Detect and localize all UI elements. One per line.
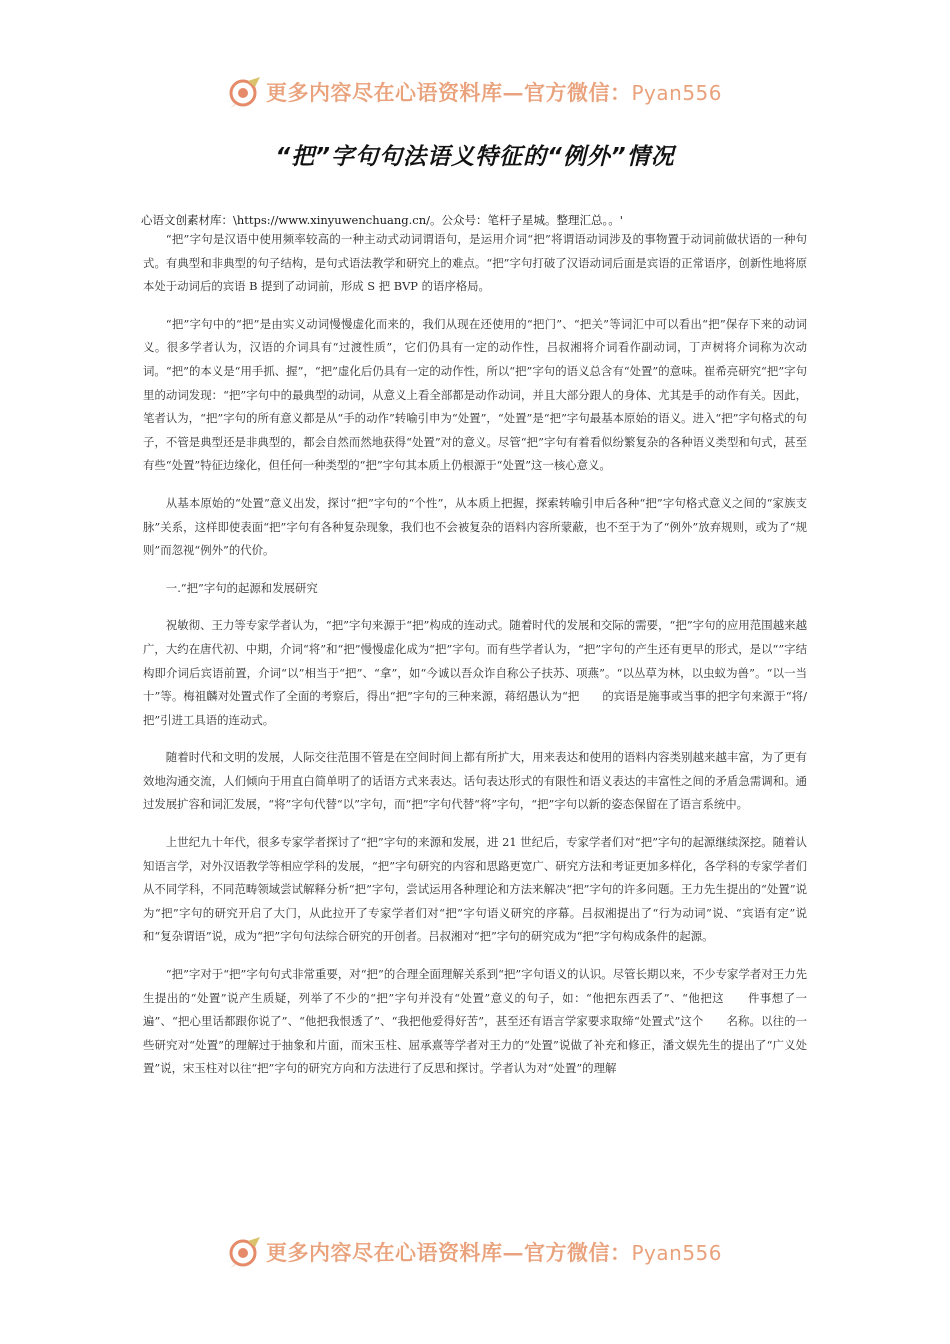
paragraph: 上世纪九十年代，很多专家学者探讨了“把”字句的来源和发展，进 21 世纪后，专家学者们对“把”字句的起源继续深挖。随着认知语言学，对外汉语教学等相应学科的发展，“把”字句研究的内容和思路更宽广、研究方法和考证更加多样化，各学科的专家学者们从不同学科，不同范畴领域尝试解释分析“把”字句，尝试运用各种理论和方法来解决“把”字句的许多问题。王力先生提出的“处置”说为“把”字句的研究开启了大门，从此拉开了专家学者们对“把”字句语义研究的序幕。吕叔湘提出了“行为动词”说、“宾语有定”说和“复杂谓语”说，成为“把”字句句法综合研究的开创者。吕叔湘对“把”字句的研究成为“把”字句构成条件的起源。: [143, 835, 807, 944]
logo-icon: [228, 1235, 262, 1269]
paragraph: 随着时代和文明的发展，人际交往范围不管是在空间时间上都有所扩大，用来表达和使用的语料内容类别越来越丰富，为了更有效地沟通交流，人们倾向于用直白简单明了的话语方式来表达。话句表达形式的有限性和语义表达的丰富性之间的矛盾急需调和。通过发展扩容和词汇发展，“将”字句代替“以”字句，而“把”字句代替“将”字句，“把”字句以新的姿态保留在了语言系统中。: [143, 750, 807, 812]
wechat-id: Pyan556: [631, 81, 722, 105]
wechat-id: Pyan556: [631, 1241, 722, 1265]
paragraph: 从基本原始的“处置”意义出发，探讨“把”字句的“个性”，从本质上把握，探索转喻引申后各种“把”字句格式意义之间的“家族支脉”关系，这样即使表面“把”字句有各种复杂现象，我们也不会被复杂的语料内容所蒙蔽，也不至于为了“例外”放弃规则，或为了“规则”而忽视“例外”的代价。: [143, 495, 807, 558]
banner-text: 更多内容尽在心语资料库—官方微信：Pyan556: [265, 1240, 722, 1265]
footer-banner: [0, 1232, 950, 1272]
paragraph: “把”字对于“把”字句句式非常重要，对“把”的合理全面理解关系到“把”字句语义的认识。尽管长期以来，不少专家学者对王力先生提出的“处置”说产生质疑，列举了不少的“把”字句并没有“处置”意义的句子，如：“他把东西丢了”、“他把这 件事想了一遍”、“把心里话都跟你说了”、“他把我恨透了”、“我把他爱得好苦”，甚至还有语言学家要求取缔“处置式”这个 名称。以往的一些研究对“处置”的理解过于抽象和片面，而宋玉柱、屈承熹等学者对王力的“处置”说做了补充和修正，潘文娱先生的提出了“广义处置”说，宋玉柱对以往“把”字句的研究方向和方法进行了反思和探讨。学者认为对“处置”的理解: [143, 967, 807, 1076]
document-title: “把”字句句法语义特征的“例外”情况: [275, 144, 675, 170]
banner-text: 更多内容尽在心语资料库—官方微信：Pyan556: [265, 80, 722, 105]
paragraph: “把”字句是汉语中使用频率较高的一种主动式动词谓语句，是运用介词“把”将谓语动词涉及的事物置于动词前做状语的一种句式。有典型和非典型的句子结构，是句式语法教学和研究上的难点。“把”字句打破了汉语动词后面是宾语的正常语序，创新性地将原本处于动词后的宾语 B 提到了动词前，形成 S 把 BVP 的语序格局。: [143, 232, 807, 294]
section-heading: 一.“把”字句的起源和发展研究: [165, 580, 318, 595]
paragraph: “把”字句中的“把”是由实义动词慢慢虚化而来的，我们从现在还使用的“把门”、“把关”等词汇中可以看出“把”保存下来的动词义。很多学者认为，汉语的介词具有“过渡性质”，它们仍具有一定的动作性，吕叔湘将介词看作副动词，丁声树将介词称为次动词。“把”的本义是“用手抓、握”，“把”虚化后仍具有一定的动作性，所以“把”字句的语义总含有“处置”的意味。崔希亮研究“把”字句里的动词发现：“把”字句中的最典型的动词，从意义上看全部都是动作动词，并且大部分跟人的身体、尤其是手的动作有关。因此，笔者认为，“把”字句的所有意义都是从“手的动作”转喻引申为“处置”，“处置”是“把”字句最基本原始的语义。进入“把”字句格式的句子，不管是典型还是非典型的，都会自然而然地获得“处置”对的意义。尽管“把”字句有着看似纷繁复杂的各种语义类型和句式，甚至有些“处置”特征边缘化，但任何一种类型的“把”字句其本质上仍根源于“处置”这一核心意义。: [143, 316, 807, 473]
logo-icon: [228, 75, 262, 109]
paragraph: 祝敏彻、王力等专家学者认为，“把”字句来源于“把”构成的连动式。随着时代的发展和交际的需要，“把”字句的应用范围越来越广，大约在唐代初、中期，介词“将”和“把”慢慢虚化成为“把”字句。而有些学者认为，“把”字句的产生还有更早的形式，是以“”字结构即介词后宾语前置，介词“以”相当于“把”、“拿”，如“今诚以吾众诈自称公子扶苏、项燕”。“以丛草为林，以虫蚁为兽”。“以一当十”等。梅祖麟对处置式作了全面的考察后，得出“把”字句的三种来源，蒋绍愚认为“把 的宾语是施事或当事的把字句来源于“将/把”引进工具语的连动式。: [143, 618, 807, 727]
source-line: 心语文创素材库：\https://www.xinyuwenchuang.cn/。公众号：笔杆子星城。整理汇总。。': [141, 213, 623, 227]
header-banner: [0, 72, 950, 112]
document-body: [143, 228, 807, 1095]
